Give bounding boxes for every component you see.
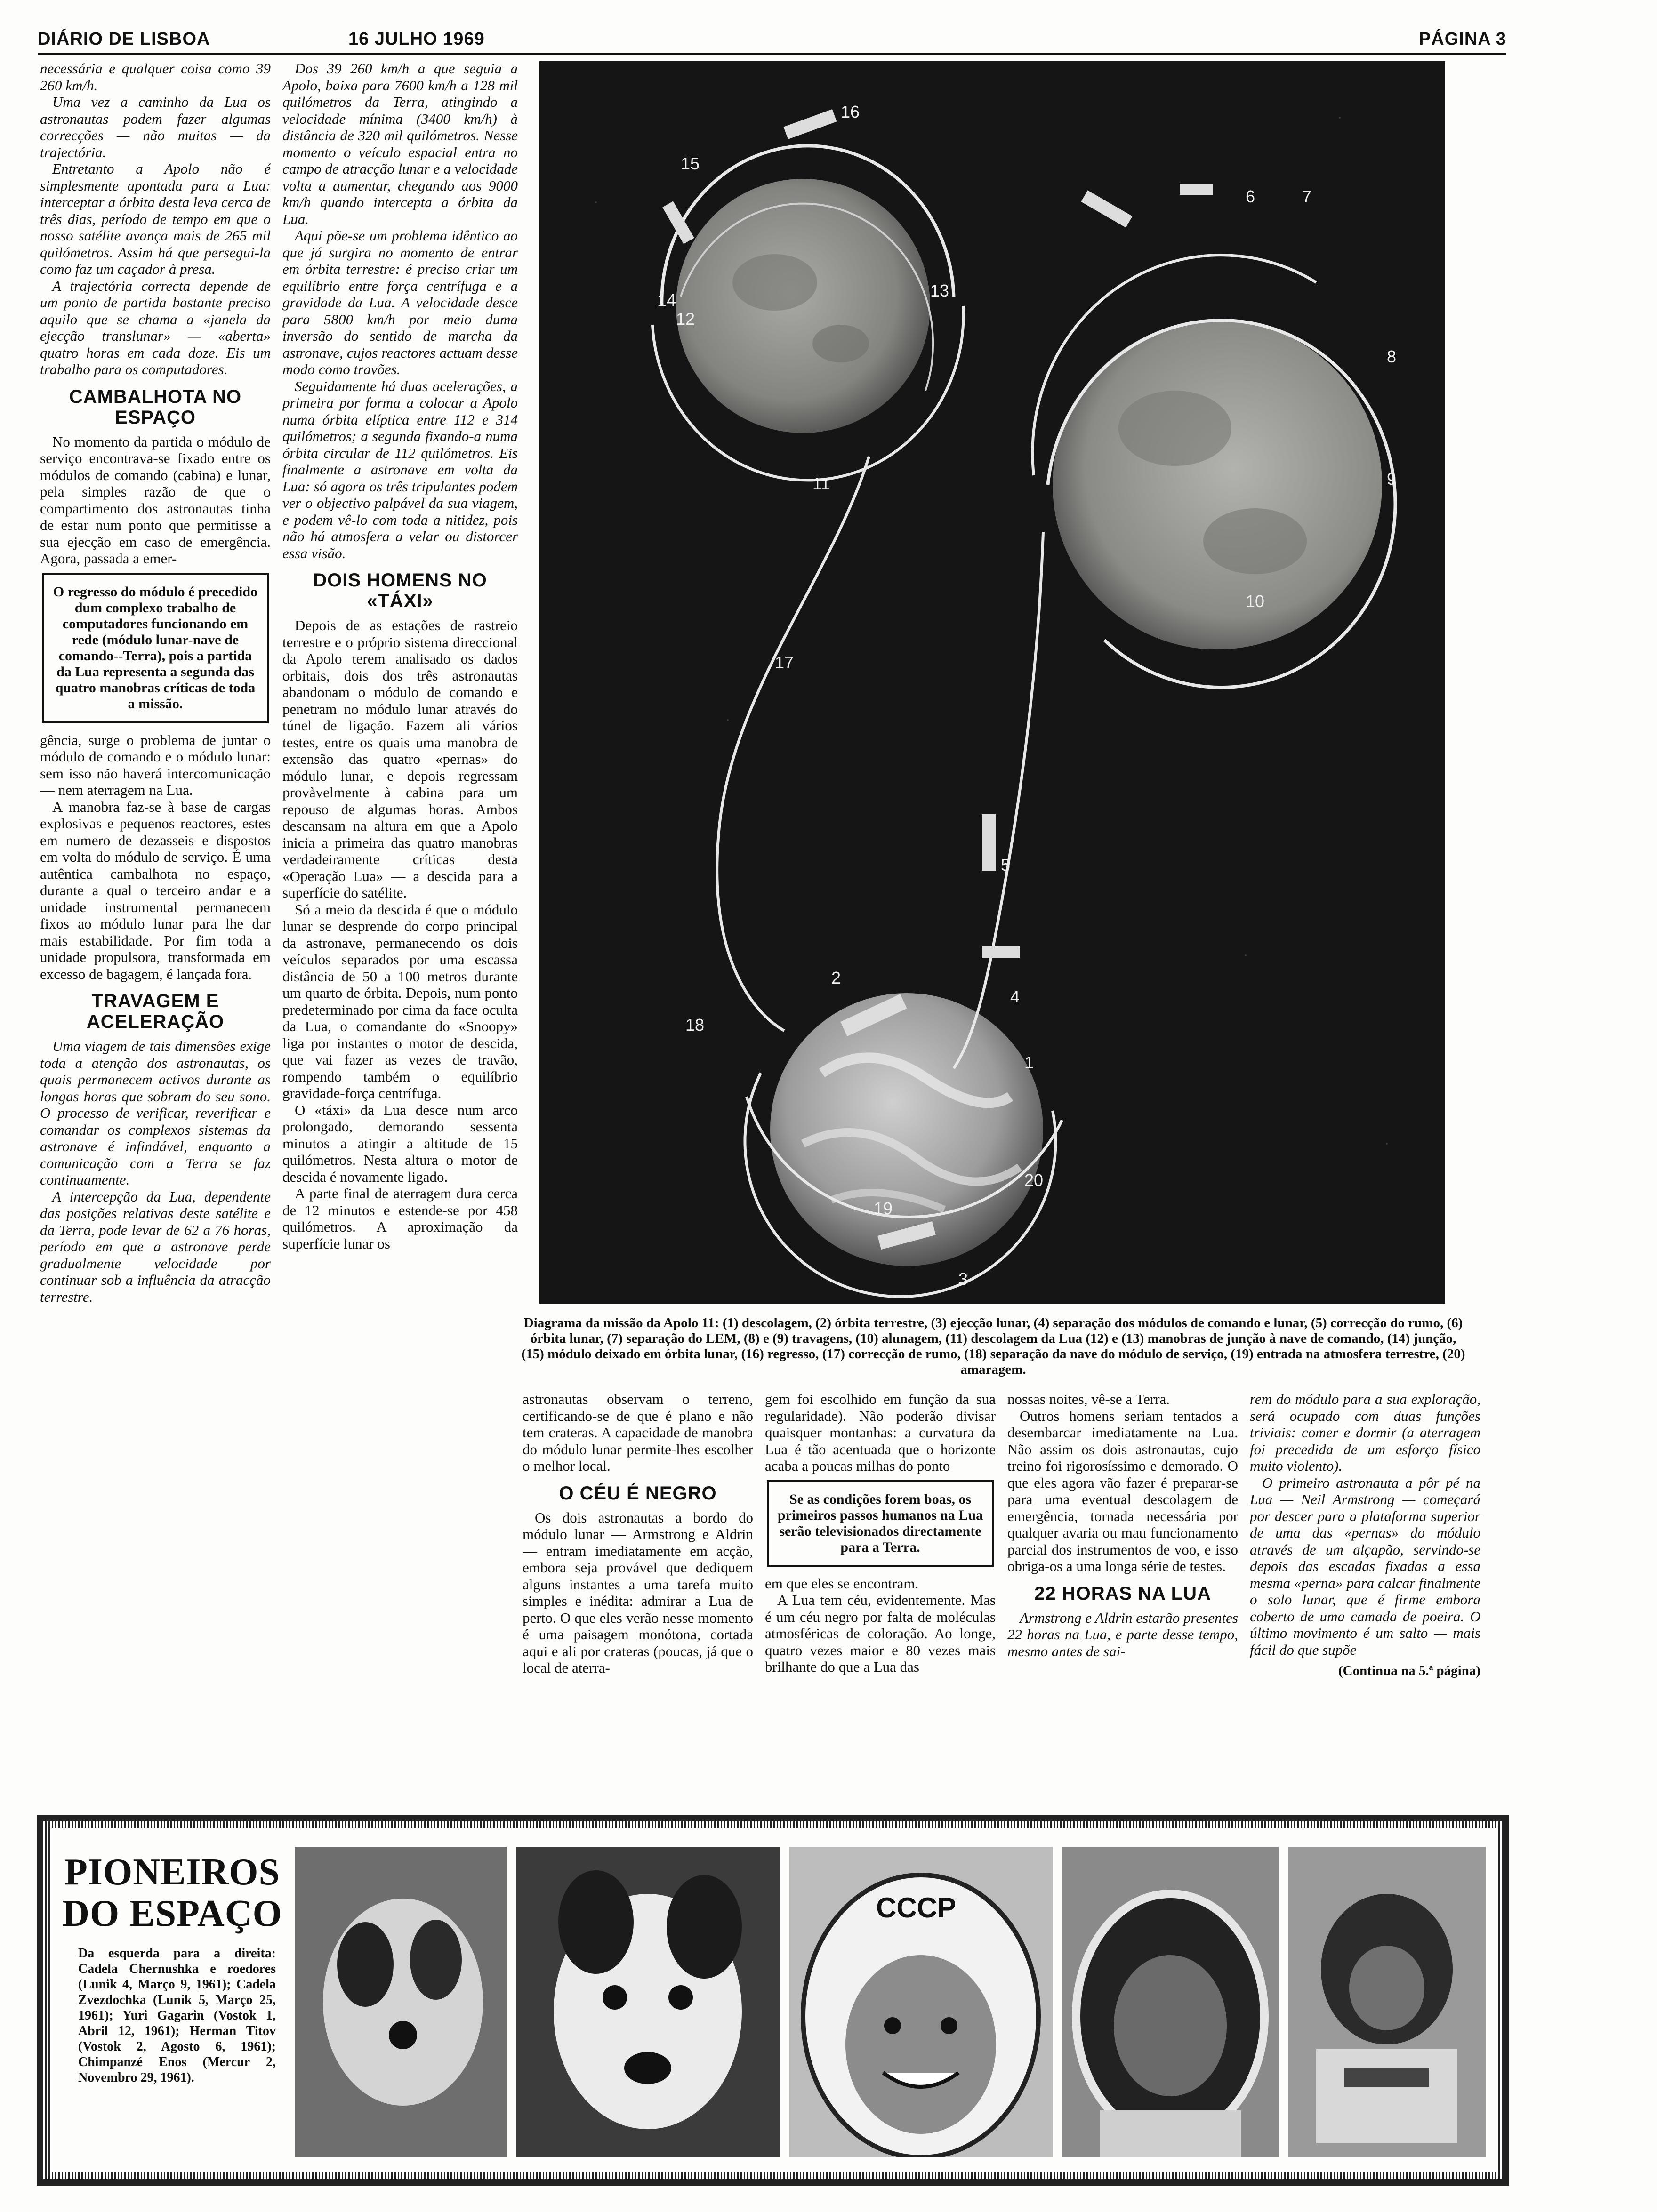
col1-paragraph: gência, surge o problema de juntar o módulo de comando e o módulo lunar: sem isso não haverá intercomunicação — nem aterragem na Lua. xyxy=(40,731,271,798)
diagram-label: 16 xyxy=(841,102,860,121)
pullquote-box-televisao: Se as condições forem boas, os primeiros passos humanos na Lua serão televisionados directamente para a Terra. xyxy=(767,1480,994,1567)
diagram-label: 12 xyxy=(676,309,695,329)
col2-paragraph: O «táxi» da Lua desce num arco prolongado, demorando sessenta minutos a atingir a altitude de 15 quilómetros. Nesta altura o motor de descida é novamente ligado. xyxy=(282,1101,518,1185)
col5-paragraph: nossas noites, vê-se a Terra. xyxy=(1007,1391,1170,1407)
diagram-label: 20 xyxy=(1024,1170,1044,1190)
col2-paragraph: A parte final de aterragem dura cerca de 12 minutos e estende-se por 458 quilómetros. A aproximação da superfície lunar os xyxy=(282,1185,518,1252)
col5-paragraph: Armstrong e Aldrin estarão presentes 22 horas na Lua, e parte desse tempo, mesmo antes de sai- xyxy=(1007,1609,1238,1659)
diagram-label: 14 xyxy=(657,290,676,310)
subheading-dois-homens: DOIS HOMENS NO «TÁXI» xyxy=(313,570,487,611)
col2-paragraph: Só a meio da descida é que o módulo lunar se desprende do corpo principal da astronave, permanecendo os dois veículos separados por uma escassa distância de 50 a 100 metros durante um quarto de órbita. Depois, num ponto predeterminado por cima da face oculta da Lua, o comandante do «Snoopy» liga por instantes o motor de descida, que vai fazer as vezes de travão, rompendo também o equilíbrio gravidade-força centrífuga. xyxy=(282,901,518,1101)
masthead-rule xyxy=(38,53,1506,55)
diagram-label: 1 xyxy=(1024,1053,1034,1072)
diagram-label: 11 xyxy=(812,474,830,493)
col4-paragraph: gem foi escolhido em função da sua regularidade). Não poderão divisar quaisquer montanhas: a curvatura da Lua é tão acentuada que o horizonte acaba a poucas milhas do ponto xyxy=(765,1391,996,1474)
col5-paragraph: Outros homens seriam tentados a desembarcar imediatamente na Lua. Não assim os dois astronautas, cujo treino foi rigorosíssimo e demorado. O que eles agora vão fazer é preparar-se para uma eventual descolagem de emergência, tornada necessária por qualquer avaria ou mau funcionamento parcial dos instrumentos de voo, e isso obriga-os a uma longa série de testes. xyxy=(1007,1407,1238,1574)
pioneers-title-line2: DO ESPAÇO xyxy=(62,1893,282,1934)
diagram-svg xyxy=(539,61,1445,1304)
diagram-label: 6 xyxy=(1246,187,1255,206)
subheading-travagem: TRAVAGEM E ACELERAÇÃO xyxy=(86,991,225,1032)
photo-yuri-gagarin-art xyxy=(789,1847,1053,2157)
moon-left xyxy=(676,179,930,433)
photo-dog-zvezdochka xyxy=(516,1847,780,2157)
col2-paragraph: Dos 39 260 km/h a que seguia a Apolo, baixa para 7600 km/h a 128 mil quilómetros da Terra, atingindo a velocidade mínima (3400 km/h) à distância de 320 mil quilómetros. Nesse momento o veículo espacial entra no campo de atracção lunar e a velocidade volta a aumentar, chegando aos 9000 km/h quando intercepta a órbita da Lua. xyxy=(282,60,518,227)
column-3 xyxy=(523,1391,753,1805)
diagram-label: 13 xyxy=(930,281,949,300)
pioneers-panel xyxy=(37,1815,1509,2186)
col1-paragraph: necessária e qualquer coisa como 39 260 km/h. xyxy=(40,60,271,94)
col4-paragraph: A Lua tem céu, evidentemente. Mas é um céu negro por falta de moléculas atmosféricas de coloração. Ao longe, quatro vezes maior e 80 vezes mais brilhante do que a Lua das xyxy=(765,1592,996,1675)
diagram-label: 10 xyxy=(1246,592,1265,611)
issue-date: 16 JULHO 1969 xyxy=(348,29,485,49)
photo-chimpanzee-enos xyxy=(1288,1847,1486,2157)
pullquote-box-regresso: O regresso do módulo é precedido dum complexo trabalho de computadores funcionando em rede (módulo lunar-nave de comando--Terra), pois a partida da Lua representa a segunda das quatro manobras críticas de toda a missão. xyxy=(42,573,269,723)
diagram-label: 18 xyxy=(685,1015,705,1034)
col6-paragraph: rem do módulo para a sua exploração, será ocupado com duas funções triviais: comer e dormir (a aterragem foi precedida de um esforço físico muito violento). xyxy=(1250,1391,1480,1474)
col1-paragraph: Entretanto a Apolo não é simplesmente apontada para a Lua: interceptar a órbita desta leva cerca de três dias, período de tempo em que o nosso satélite avança mais de 265 mil quilómetros. Assim há que persegui-la como faz um caçador à presa. xyxy=(40,160,271,277)
diagram-label: 3 xyxy=(958,1269,968,1289)
diagram-label: 8 xyxy=(1387,347,1397,366)
diagram-label: 4 xyxy=(1010,987,1020,1006)
col2-paragraph: Seguidamente há duas acelerações, a primeira por forma a colocar a Apolo numa órbita elíptica entre 112 e 314 quilómetros; a segunda fixando-a numa órbita circular de 112 quilómetros. Eis finalmente a astronave em volta da Lua: só agora os três tripulantes podem ver o objectivo palpável da sua viagem, e podem vê-lo com toda a nitidez, pois não há atmosfera a velar ou distorcer essa visão. xyxy=(282,377,518,561)
apollo-mission-diagram xyxy=(539,61,1445,1304)
col1-paragraph: Uma vez a caminho da Lua os astronautas podem fazer algumas correcções — não muitas — da trajectória. xyxy=(40,94,271,160)
continuation-note: (Continua na 5.ª página) xyxy=(1338,1663,1480,1678)
column-4 xyxy=(765,1391,996,1805)
photo-dog-chernushka-art xyxy=(295,1847,507,2157)
pioneers-caption: Da esquerda para a direita: Cadela Chernushka e roedores (Lunik 4, Março 9, 1961); Cadela Zvezdochka (Lunik 5, Março 25, 1961); Yuri Gagarin (Vostok 1, Abril 12, 1961); Herman Titov (Vostok 2, Agosto 6, 1961); Chimpanzé Enos (Mercur 2, Novembro 29, 1961). xyxy=(78,1946,276,2085)
col1-paragraph: No momento da partida o módulo de serviço encontrava-se fixado entre os módulos de comando (cabina) e lunar, pela simples razão de que o compartimento dos astronautas tinha de estar num ponto que permitisse a sua ejecção em caso de emergência. Agora, passada a emer- xyxy=(40,433,271,567)
subheading-cambalhota: CAMBALHOTA NO ESPAÇO xyxy=(69,386,242,428)
pioneers-title-line1: PIONEIROS xyxy=(64,1851,280,1893)
col1-paragraph: A manobra faz-se à base de cargas explosivas e pequenos reactores, estes em numero de dezasseis e dispostos em volta do módulo de serviço. É uma autêntica cambalhota no espaço, durante a qual o terceiro andar e a unidade instrumental permanecem fixos ao módulo lunar para lhe dar mais estabilidade. Por fim toda a unidade propulsora, transformada em excesso de bagagem, é lançada fora. xyxy=(40,798,271,982)
diagram-caption: Diagrama da missão da Apolo 11: (1) descolagem, (2) órbita terrestre, (3) ejecção lunar, (4) separação dos módulos de comando e lunar, (5) correcção do rumo, (6) órbita lunar, (7) separação do LEM, (8) e (9) travagens, (10) alunagem, (11) descolagem da Lua (12) e (13) manobras de junção à nave de comando, (14) junção, (15) módulo deixado em órbita lunar, (16) regresso, (17) correcção de rumo, (18) separação da nave do módulo de serviço, (19) entrada na atmosfera terrestre, (20) amaragem. xyxy=(521,1315,1465,1377)
col2-paragraph: Aqui põe-se um problema idêntico ao que já surgira no momento de entrar em órbita terrestre: é preciso criar um equilíbrio entre força centrífuga e a gravidade da Lua. A velocidade desce para 5800 km/h por meio duma inversão do sentido de marcha da astronave, cujos reactores actuam desse modo como travões. xyxy=(282,227,518,377)
diagram-label: 9 xyxy=(1387,469,1397,489)
subheading-ceu-negro: O CÉU É NEGRO xyxy=(559,1483,717,1504)
helmet-cccp: СССР xyxy=(876,1892,957,1923)
diagram-label: 19 xyxy=(874,1199,893,1218)
diagram-label: 17 xyxy=(775,653,794,672)
photo-dog-zvezdochka-art xyxy=(516,1847,780,2157)
col2-paragraph: Depois de as estações de rastreio terrestre e o próprio sistema direccional da Apolo terem analisado os dados orbitais, dois dos três astronautas abandonam o módulo de comando e penetram no módulo lunar através do túnel de ligação. Fazem ali vários testes, entre os quais uma manobra de extensão das quatro «pernas» do módulo lunar, e depois regressam provàvelmente à cabina para um repouso de algumas horas. Ambos descansam na altura em que a Apolo inicia a primeira das quatro manobras verdadeiramente críticas desta «Operação Lua» — a descida para a superfície do satélite. xyxy=(282,617,518,901)
diagram-label: 2 xyxy=(831,968,841,987)
col3-paragraph: Os dois astronautas a bordo do módulo lunar — Armstrong e Aldrin — entram imediatamente em acção, embora seja provável que dediquem alguns instantes a uma tarefa muito simples e inédita: admirar a Lua de perto. O que eles verão nesse momento é uma paisagem monótona, cortada aqui e ali por crateras (poucas, já que o local de aterra- xyxy=(523,1509,753,1676)
photo-yuri-gagarin xyxy=(789,1847,1053,2157)
photo-herman-titov xyxy=(1062,1847,1279,2157)
col1-paragraph: A intercepção da Lua, dependente das posições relativas deste satélite e da Terra, pode levar de 62 a 76 horas, período em que a astronave perde gradualmente velocidade por continuar sob a influência da atracção terrestre. xyxy=(40,1188,271,1305)
col1-paragraph: A trajectória correcta depende de um ponto de partida bastante preciso aquilo que se chama a «janela da ejecção translunar» — «aberta» quatro horas em cada doze. Eis um trabalho para os computadores. xyxy=(40,277,271,377)
subheading-22-horas: 22 HORAS NA LUA xyxy=(1034,1583,1211,1604)
earth xyxy=(770,993,1043,1266)
photo-chimpanzee-enos-art xyxy=(1288,1847,1486,2157)
page-number: PÁGINA 3 xyxy=(1418,29,1506,49)
diagram-label: 15 xyxy=(681,154,700,173)
diagram-label: 5 xyxy=(1001,855,1011,874)
column-1 xyxy=(40,60,271,1811)
pioneers-title xyxy=(59,1851,285,1934)
column-6 xyxy=(1250,1391,1480,1805)
col1-paragraph: Uma viagem de tais dimensões exige toda a atenção dos astronautas, os quais permanecem activos durante as longas horas que sobram do seu sono. O processo de verificar, reverificar e comandar os complexos sistemas da astronave é infindável, enquanto a comunicação com a Terra se faz continuamente. xyxy=(40,1038,271,1188)
diagram-label: 7 xyxy=(1302,187,1312,206)
col3-paragraph: astronautas observam o terreno, certificando-se de que é plano e não tem crateras. A capacidade de manobra do módulo lunar permite-lhes escolher o melhor local. xyxy=(523,1391,753,1474)
column-2 xyxy=(282,60,518,1811)
photo-herman-titov-art xyxy=(1062,1847,1279,2157)
col4-paragraph: em que eles se encontram. xyxy=(765,1575,919,1592)
pioneers-inner xyxy=(50,1828,1496,2172)
column-5 xyxy=(1007,1391,1238,1805)
newspaper-name: DIÁRIO DE LISBOA xyxy=(38,29,210,49)
col6-paragraph: O primeiro astronauta a pôr pé na Lua — Neil Armstrong — começará por descer para a plataforma superior de uma das «pernas» do módulo através de um alçapão, servindo-se depois das escadas fixadas a essa mesma «perna» para calcar finalmente o solo lunar, que é firme embora coberto de uma camada de poeira. O último movimento é um salto — mais fácil do que supõe xyxy=(1250,1474,1480,1658)
photo-dog-chernushka xyxy=(295,1847,507,2157)
